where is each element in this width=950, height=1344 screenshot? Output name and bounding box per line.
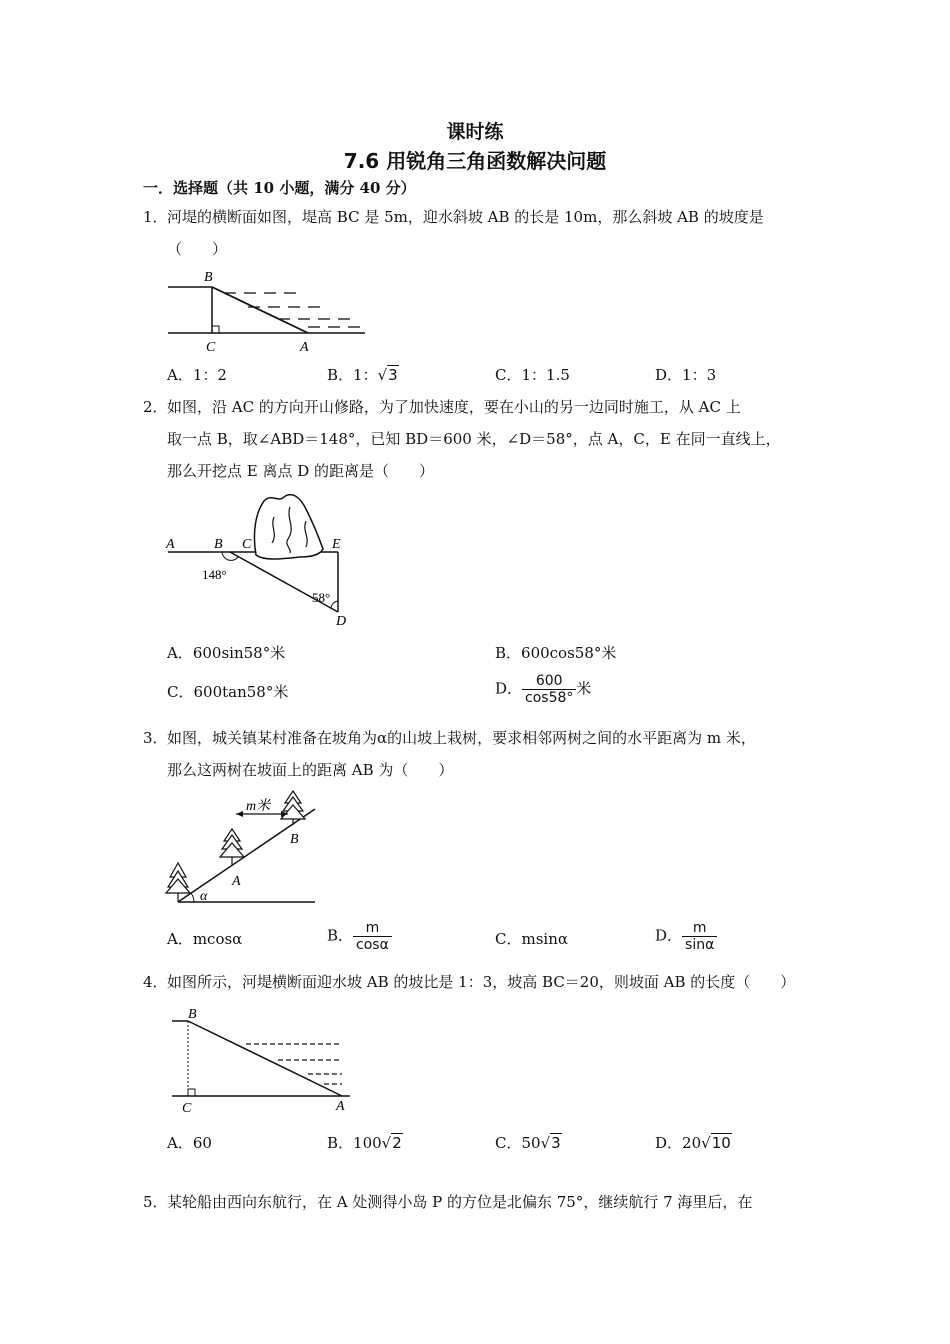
q4-fig-label-b: B — [188, 1007, 197, 1022]
section-heading: 一．选择题（共 10 小题，满分 40 分） — [143, 179, 416, 197]
q2-fig-label-d: D — [336, 614, 347, 629]
q3-option-a[interactable]: A．mcosα — [167, 930, 243, 948]
page-title: 课时练 — [446, 121, 504, 143]
q1-fig-label-b: B — [204, 270, 213, 285]
q5-number: 5． — [143, 1193, 168, 1211]
q3-option-b[interactable]: B． $\frac{m}{\cos\alpha}$ — [327, 920, 392, 953]
q4-text-line1: 如图所示，河堤横断面迎水坡 AB 的坡比是 1：3，坡高 BC＝20，则坡面 AB 的长度（ ） — [167, 973, 796, 991]
q1-option-d[interactable]: D．1：3 — [655, 366, 717, 384]
q4-number: 4． — [143, 973, 168, 991]
q5-text-line1: 某轮船由西向东航行，在 A 处测得小岛 P 的方位是北偏东 75°，继续航行 7 海里后，在 — [167, 1193, 753, 1211]
q2-fig-angle-58: 58° — [312, 590, 331, 605]
q3-text-line2: 那么这两树在坡面上的距离 AB 为（ ） — [167, 761, 454, 779]
q2-fig-angle-148: 148° — [202, 567, 227, 582]
q2-option-c[interactable]: C．600tan58°米 — [167, 683, 289, 701]
q1-fig-label-c: C — [206, 340, 216, 355]
q3-figure — [160, 787, 330, 909]
q3-option-d[interactable]: D． $\frac{m}{\sin\alpha}$ — [655, 920, 717, 953]
q4-fig-label-c: C — [182, 1101, 192, 1115]
q2-fig-label-e: E — [332, 537, 341, 552]
q3-option-c[interactable]: C．msinα — [495, 930, 568, 948]
q1-option-c[interactable]: C．1：1.5 — [495, 366, 570, 384]
q2-option-a[interactable]: A．600sin58°米 — [167, 644, 286, 662]
q2-fig-label-b: B — [214, 537, 223, 552]
q2-figure — [160, 487, 360, 632]
q1-fig-label-a: A — [300, 340, 309, 355]
q2-option-b[interactable]: B．600cos58°米 — [495, 644, 617, 662]
q2-number: 2． — [143, 398, 168, 416]
q1-text-line1: 河堤的横断面如图，堤高 BC 是 5m，迎水斜坡 AB 的长是 10m，那么斜坡 AB 的坡度是 — [167, 208, 764, 226]
q3-fig-label-m: m米 — [246, 799, 271, 814]
q1-option-a[interactable]: A．1：2 — [167, 366, 227, 384]
q2-option-d[interactable]: D． $\frac{600}{\cos 58^\circ}$ 米 — [495, 673, 592, 706]
q1-figure — [160, 265, 370, 355]
q3-fig-label-a: A — [232, 874, 241, 889]
q4-option-a[interactable]: A．60 — [167, 1134, 212, 1152]
q3-fig-label-alpha: α — [200, 889, 208, 904]
q4-figure — [160, 1003, 360, 1115]
q2-fig-label-c: C — [242, 537, 252, 552]
q3-fig-label-b: B — [290, 832, 299, 847]
page-subtitle: 7.6 用锐角三角函数解决问题 — [343, 149, 607, 173]
q1-option-b[interactable]: B．1：√3 — [327, 366, 398, 384]
q2-text-line2: 取一点 B，取∠ABD＝148°，已知 BD＝600 米，∠D＝58°，点 A，C，E 在同一直线上， — [167, 430, 781, 448]
q3-number: 3． — [143, 729, 168, 747]
q4-fig-label-a: A — [336, 1099, 345, 1114]
q1-text-line2: （ ） — [167, 240, 228, 258]
q1-number: 1． — [143, 208, 168, 226]
q3-text-line1: 如图，城关镇某村准备在坡角为α的山坡上栽树，要求相邻两树之间的水平距离为 m 米， — [167, 729, 756, 747]
q2-fig-label-a: A — [166, 537, 175, 552]
q2-text-line3: 那么开挖点 E 离点 D 的距离是（ ） — [167, 462, 435, 480]
q4-option-c[interactable]: C．50√3 — [495, 1134, 561, 1152]
q2-text-line1: 如图，沿 AC 的方向开山修路，为了加快速度，要在小山的另一边同时施工，从 AC 上 — [167, 398, 741, 416]
q4-option-d[interactable]: D．20√10 — [655, 1134, 731, 1152]
q4-option-b[interactable]: B．100√2 — [327, 1134, 402, 1152]
